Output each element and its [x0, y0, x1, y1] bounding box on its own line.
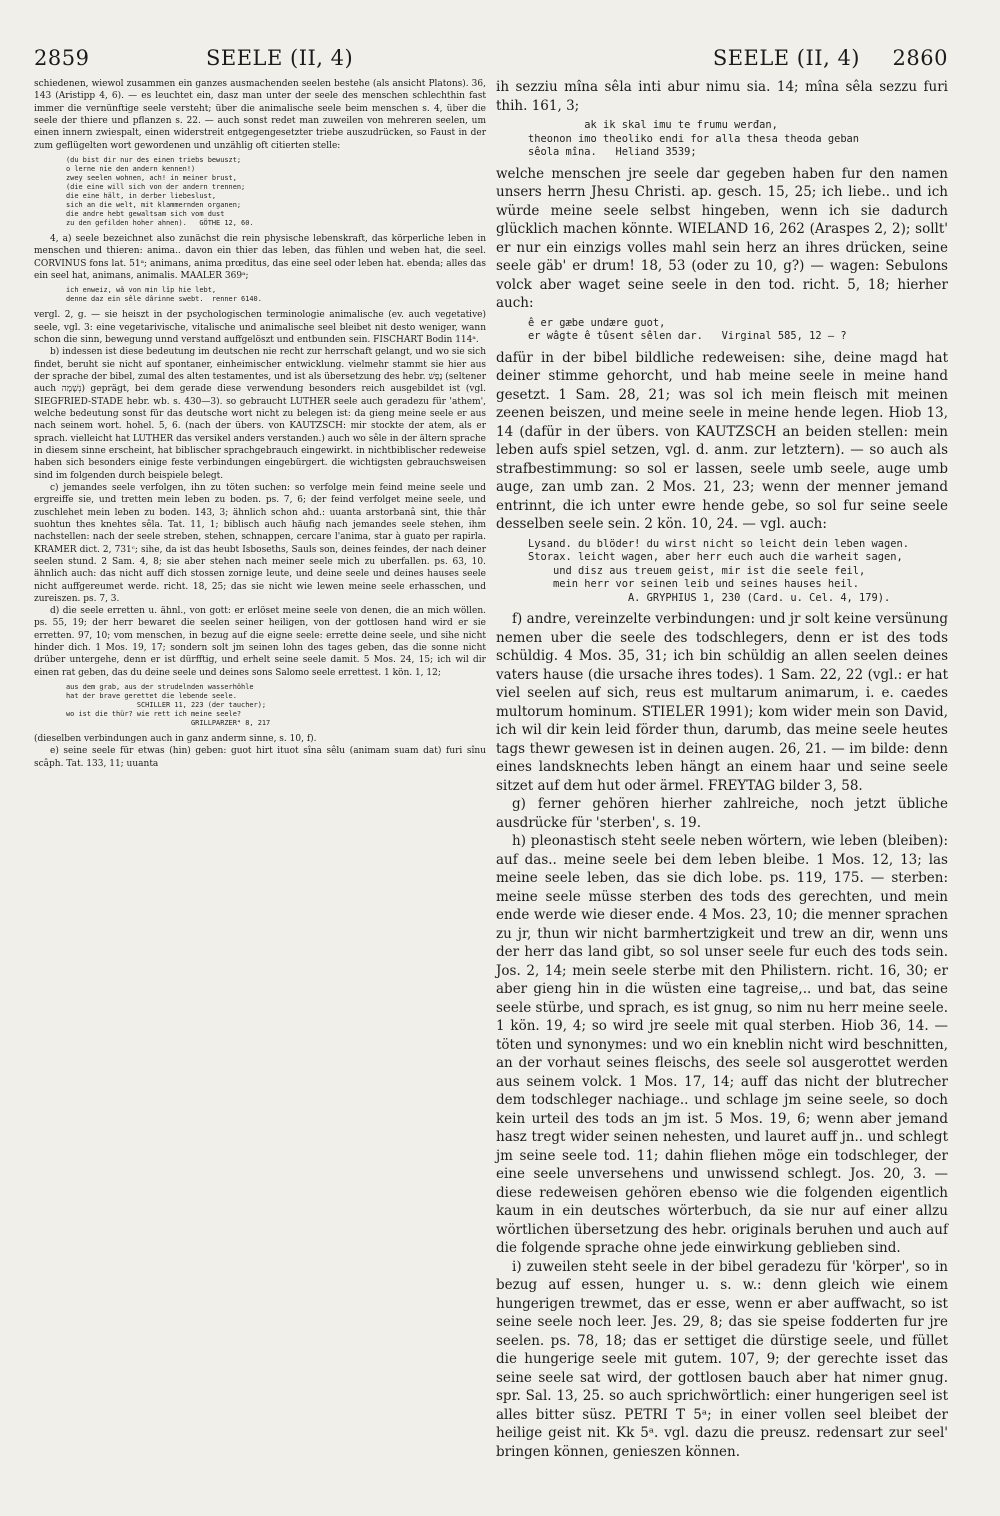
page-header	[34, 38, 948, 78]
entry-paragraph: g) ferner gehören hierher zahlreiche, noch jetzt übliche ausdrücke für 'sterben', s. 19.	[496, 796, 948, 831]
right-page-number: 2860	[892, 46, 948, 70]
entry-paragraph: d) die seele erretten u. ähnl., von gott: er erlöset meine seele von denen, die an mich wöllen. ps. 55, 19; der herr bewaret die seelen seiner heiligen, von der gottlosen hand wird er sie erretten. 97, 10; vom menschen, in bezug auf die eigne seele: errette deine seele, und sihe nicht hinder dich. 1 Mos. 19, 17; sondern solt jm seinen lohn des tages geben, das die sonne nicht drüber untergehe, denn er ist dürfftig, und erhelt seine seele damit. 5 Mos. 24, 15; ich wil dir einen rat geben, das du deine seele und deines sons Salomo seele errettest. 1 kön. 1, 12;	[34, 606, 486, 678]
text-columns	[34, 78, 948, 1461]
quotation-block: ich enweiz, wâ von min lîp hie lebt, denne daz ein sêle dârinne swebt. renner 6140.	[66, 286, 262, 304]
left-page-number: 2859	[34, 46, 90, 70]
entry-paragraph: c) jemandes seele verfolgen, ihn zu töten suchen: so verfolge mein feind meine seele und ergreiffe sie, und tretten mein leben zu boden. ps. 7, 6; der feind verfolget meine seele, und zuschlehet mein leben zu boden. 143, 3; ähnlich schon ahd.: uuanta arstorbanâ sint, thie thâr suohtun thes knehtes sêla. Tat. 11, 1; biblisch auch häufig nach jemandes seele stehen, ihm nachstellen: nach der seele streben, stehen, schnappen, cercare l'anima, star à guato per rapirla. KRAMER dict. 2, 731ᶜ; sihe, da ist das heubt Isboseths, Sauls son, deines feindes, der nach deiner seelen stund. 2 Sam. 4, 8; sie aber stehen nach meiner seele mich zu uberfallen. ps. 63, 10. ähnlich auch: das nicht auff dich stossen zornige leute, und deine seele und deines hauses seele nicht auffgereumet werde. richt. 18, 25; das sie nicht wie lewen meine seele erhasschen, und zureiszen. ps. 7, 3.	[34, 482, 486, 604]
left-running-title: SEELE (II, 4)	[206, 46, 354, 70]
right-running-title: SEELE (II, 4)	[712, 46, 860, 70]
left-column	[34, 78, 486, 1461]
entry-paragraph: ih sezziu mîna sêla inti abur nimu sia. 14; mîna sêla sezzu furi thih. 161, 3;	[496, 79, 948, 114]
quotation-block: ak ik skal imu te frumu werđan, theonon imo theoliko endi for alla thesa theoda geban sêola mîna. Heliand 3539;	[528, 119, 860, 158]
entry-paragraph: i) zuweilen steht seele in der bibel geradezu für 'körper', so in bezug auf essen, hunger u. s. w.: denn gleich wie einem hungerigen trewmet, das er esse, wenn er aber auffwacht, so ist seine seele noch leer. Jes. 29, 8; das sie speise fodderten fur jre seelen. ps. 78, 18; das er settiget die dürstige seele, und füllet die hungerige seele mit gutem. 107, 9; der gerechte isset das seine seele sat wird, der gottlosen bauch aber hat nimer gnug. spr. Sal. 13, 25. so auch sprichwörtlich: einer hungerigen seel ist alles bitter süsz. PETRI T 5ᵃ; in einer vollen seel bleibet der heilige geist nit. Kk 5ᵃ. vgl. dazu die preusz. redensart zur seel' bringen können, genieszen können.	[496, 1258, 948, 1460]
entry-paragraph: dafür in der bibel bildliche redeweisen: sihe, deine magd hat deiner stimme gehorcht, und hab meine seele in meine hand gesetzt. 1 Sam. 28, 21; was sol ich mein fleisch mit meinen zeenen beiszen, und meine seele in meine hende legen. Hiob 13, 14 (dafür in der übers. von KAUTZSCH an beiden stellen: mein leben aufs spiel setzen, vgl. d. anm. zur letztern). — so auch als strafbestimmung: so sol er lassen, seele umb seele, auge umb auge, zan umb zan. 2 Mos. 21, 23; wenn der menner jemand entrinnt, die ich unter ewre hende gebe, so sol fur seine seele desselben seele sein. 2 kön. 10, 24. — vgl. auch:	[496, 349, 948, 532]
quotation-block: ê er gæbe undære guot, er wâgte ê tûsent sêlen dar. Virginal 585, 12 — ?	[528, 316, 847, 342]
entry-paragraph: e) seine seele für etwas (hin) geben: guot hirt ituot sîna sêlu (animam suam dat) furi sînu scâph. Tat. 133, 11; uuanta	[34, 746, 486, 769]
entry-paragraph: h) pleonastisch steht seele neben wörtern, wie leben (bleiben): auf das.. meine seele bei dem leben bleibe. 1 Mos. 12, 13; las meine seele leben, das sie dich lobe. ps. 119, 175. — sterben: meine seele müsse sterben des tods des gerechten, und mein ende werde wie dieser ende. 4 Mos. 23, 10; die menner sprachen zu jr, thun wir nicht barmhertzigkeit und trew an dir, wenn uns der herr das land gibt, so sol unser seele fur euch des tods sein. Jos. 2, 14; mein seele sterbe mit den Philistern. richt. 16, 30; er aber gieng hin in die wüsten eine tagreise,.. und bat, das seine seele stürbe, und sprach, es ist gnug, so nim nu herr meine seele. 1 kön. 19, 4; so wird jre seele mit qual sterben. Hiob 36, 14. — töten und synonymes: und wo ein kneblin nicht wird beschnitten, an der vorhaut seines fleischs, des seele sol ausgerottet werden aus seinem volck. 1 Mos. 17, 14; auff das nicht der blutrecher dem todschleger nachiage.. und schlage jm seine seele, so doch kein urteil des tods an jm ist. 5 Mos. 19, 6; wenn aber jemand hasz tregt wider seinen nehesten, und lauret auff jn.. und schlegt jm seine seele tod. 11; dahin fliehen möge ein todschleger, der eine seele unversehens und unwissend schlegt. Jos. 20, 3. — diese redeweisen gehören ebenso wie die folgenden eigentlich kaum in ein deutsches wörterbuch, da sie nur auf einer allzu wörtlichen übersetzung des hebr. originals beruhen und auch auf die folgende sprache ohne jede einwirkung geblieben sind.	[496, 833, 948, 1256]
entry-paragraph: 4, a) seele bezeichnet also zunächst die rein physische lebenskraft, das körperliche leben in menschen und thieren: anima.. davon ein thier das leben, das fühlen und weben hat, die seel. CORVINUS fons lat. 51ᵃ; animans, anima prœditus, das eine seel oder leben hat. ebenda; alles das ein seel hat, animans, animalis. MAALER 369ᵃ;	[34, 233, 486, 281]
entry-paragraph: vergl. 2, g. — sie heiszt in der psychologischen terminologie animalische (ev. auch vegetative) seele, vgl. 3: eine vegetarivische, vitalische und animalische seel bleibet nit desto weniger, wann schon die sinn, bewegung unnd verstand auffgelöszt und entbunden sein. FISCHART Bodin 114ᵃ.	[34, 310, 486, 345]
entry-paragraph: b) indessen ist diese bedeutung im deutschen nie recht zur herrschaft gelangt, und wo sie sich findet, beruht sie nicht auf spontaner, einheimischer entwicklung. vielmehr stammt sie hier aus der sprache der bibel, zumal des alten testamentes, und ist als übersetzung des hebr. נֶפֶשׁ (seltener auch נְשָׁמָה) geprägt, bei dem gerade diese verwendung besonders reich ausgebildet ist (vgl. SIEGFRIED-STADE hebr. wb. s. 430—3). so gebraucht LUTHER seele auch geradezu für 'athem', welche bedeutung sonst für das deutsche wort nicht zu belegen ist: da gieng meine seele er aus nach seinem wort. hohel. 5, 6. (nach der übers. von KAUTZSCH: mir stockte der atem, als er sprach. vielleicht hat LUTHER das versikel anders verstanden.) auch wo sêle in der ältern sprache in diesem sinne erscheint, hat biblischer sprachgebrauch eingewirkt. in nichtbiblischer redeweise haben sich besonders einige feste verbindungen eingebürgert. die wichtigsten gebrauchsweisen sind im folgenden durch beispiele belegt.	[34, 347, 486, 481]
quotation-block: aus dem grab, aus der strudelnden wasserhöhle hat der brave gerettet die lebende seele. SCHILLER 11, 223 (der taucher); wo ist die thür? wie rett ich meine seele? GRILLPARZER⁴ 8, 217	[66, 683, 271, 728]
quotation-block: (du bist dir nur des einen triebs bewuszt; o lerne nie den andern kennen!) zwey seelen wohnen, ach! in meiner brust, (die eine will sich von der andern trennen; die eine hält, in derber liebeslust, sich an die welt, mit klammernden organen; die andre hebt gewaltsam sich vom dust zu den gefilden hoher ahnen). GÖTHE 12, 60.	[66, 155, 254, 227]
entry-paragraph: f) andre, vereinzelte verbindungen: und jr solt keine versünung nemen uber die seele des todschlegers, denn er ist des tods schüldig. 4 Mos. 35, 31; ich bin schüldig an allen seelen deines vaters hause (die ursache ihres todes). 1 Sam. 22, 22 (vgl.: er hat viel seelen auf sich, reus est multarum animarum, i. e. caedes multorum hominum. STIELER 1991); kom wider mein son David, ich wil dir kein leid förder thun, darumb, das meine seele heutes tags thewr gewesen ist in deinen augen. 26, 21. — im bilde: denn eines landsknechts leben hängt an einem haar und seine seele sitzet auf dem hut oder ärmel. FREYTAG bilder 3, 58.	[496, 611, 948, 794]
right-column	[496, 78, 948, 1461]
entry-paragraph: welche menschen jre seele dar gegeben haben fur den namen unsers herrn Jhesu Christi. ap. gesch. 15, 25; ich liebe.. und ich würde meine seele selbst hingeben, wenn ich sie dadurch glücklich machen könnte. WIELAND 16, 262 (Araspes 2, 2); sollt' er nur ein einzigs volles mahl sein herz an ihres drücken, seine seele gäb' er drum! 18, 53 (oder zu 10, g?) — wagen: Sebulons volck aber waget seine seele in den tod. richt. 5, 18; hierher auch:	[496, 165, 948, 311]
entry-paragraph: schiedenen, wiewol zusammen ein ganzes ausmachenden seelen bestehe (als ansicht Platons). 36, 143 (Aristipp 4, 6). — es leuchtet ein, dasz man unter der seele des menschen schlechthin fast immer die vernünftige seele versteht; über die animalische seele beim menschen s. 4, über die seele der thiere und pflanzen s. 22. — auch sonst redet man zuweilen von mehreren seelen, um einen innern zwiespalt, einen widerstreit entgegengesetzter triebe auszudrücken, so Faust in der zum geflügelten wort gewordenen und unzählig oft citierten stelle:	[34, 79, 486, 151]
quotation-block: Lysand. du blöder! du wirst nicht so leicht dein leben wagen. Storax. leicht wagen, aber herr euch auch die warheit sagen, und disz aus treuem geist, mir ist die seele feil, mein herr vor seinen leib und seines hauses heil. A. GRYPHIUS 1, 230 (Card. u. Cel. 4, 179).	[528, 537, 910, 604]
entry-paragraph: (dieselben verbindungen auch in ganz anderm sinne, s. 10, f).	[34, 734, 317, 745]
